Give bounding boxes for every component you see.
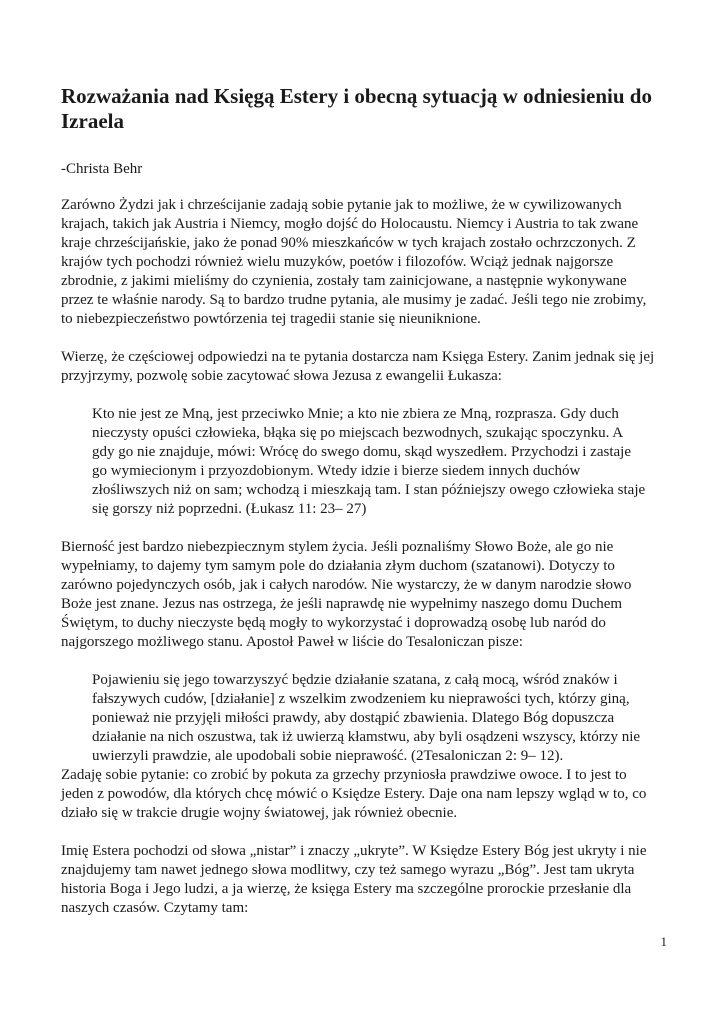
paragraph-passivity: Bierność jest bardzo niebezpiecznym stylem życia. Jeśli poznaliśmy Słowo Boże, ale go nie wypełniamy, to dajemy tym samym pole do działania złym duchom (szatanowi). Dotyczy to zarówno pojedynczych osób, jak i całych narodów. Nie wystarczy, że w danym narodzie słowo Boże jest znane. Jezus nas ostrzega, że jeśli naprawdę nie wypełnimy naszego domu Duchem Świętym, to duchy nieczyste będą mogły to wykorzystać i doprowadzą osobę lub naród do najgorszego możliwego stanu. Apostoł Paweł w liście do Tesaloniczan pisze:: [61, 539, 632, 650]
paragraph-esther-answer: Wierzę, że częściowej odpowiedzi na te pytania dostarcza nam Księga Estery. Zanim jednak się jej przyjrzymy, pozwolę sobie zacytować słowa Jezusa z ewangelii Łukasza:: [61, 349, 655, 384]
author-line: -Christa Behr: [61, 161, 143, 177]
quote-luke: Kto nie jest ze Mną, jest przeciwko Mnie; a kto nie zbiera ze Mną, rozprasza. Gdy duch nieczysty opuści człowieka, błąka się po miejscach bezwodnych, szukając spoczynku. A gdy go nie znajduje, mówi: Wrócę do swego domu, skąd wyszedłem. Przychodzi i zastaje go wymiecionym i przyozdobionym. Wtedy idzie i bierze siedem innych duchów złośliwszych niż on sam; wchodzą i mieszkają tam. I stan późniejszy owego człowieka staje się gorszy niż poprzedni. (Łukasz 11: 23– 27): [92, 406, 646, 517]
document-title: Rozważania nad Księgą Estery i obecną sytuacją w odniesieniu do Izraela: [61, 84, 652, 133]
paragraph-question: Zadaję sobie pytanie: co zrobić by pokuta za grzechy przyniosła prawdziwe owoce. I to jest to jeden z powodów, dla których chcę mówić o Księdze Estery. Daje ona nam lepszy wgląd w to, co działo się w trakcie drugie wojny światowej, jak również obecnie.: [61, 767, 647, 821]
document-page: [61, 84, 661, 918]
page-number: 1: [660, 934, 667, 949]
quote-thessalonians: Pojawieniu się jego towarzyszyć będzie działanie szatana, z całą mocą, wśród znaków i fałszywych cudów, [działanie] z wszelkim zwodzeniem ku nieprawości tych, którzy giną, ponieważ nie przyjęli miłości prawdy, aby dostąpić zbawienia. Dlatego Bóg dopuszcza działanie na nich oszustwa, tak iż uwierzą kłamstwu, aby byli osądzeni wszyscy, którzy nie uwierzyli prawdzie, ale upodobali sobie nieprawość. (2Tesaloniczan 2: 9– 12).: [92, 672, 641, 764]
paragraph-intro: Zarówno Żydzi jak i chrześcijanie zadają sobie pytanie jak to możliwe, że w cywilizowanych krajach, takich jak Austria i Niemcy, mogło dojść do Holocaustu. Niemcy i Austria to tak zwane kraje chrześcijańskie, jako że ponad 90% mieszkańców w tych krajach zostało ochrzczonych. Z krajów tych pochodzi również wielu muzyków, poetów i filozofów. Wciąż jednak najgorsze zbrodnie, z jakimi mieliśmy do czynienia, zostały tam zainicjowane, a następnie wykonywane przez te właśnie narody. Są to bardzo trudne pytania, ale musimy je zadać. Jeśli tego nie zrobimy, to niebezpieczeństwo powtórzenia tej tragedii stanie się nieuniknione.: [61, 197, 647, 327]
paragraph-name-esther: Imię Estera pochodzi od słowa „nistar” i znaczy „ukryte”. W Księdze Estery Bóg jest ukryty i nie znajdujemy tam nawet jednego słowa modlitwy, czy też samego wyrazu „Bóg”. Jest tam ukryta historia Boga i Jego ludzi, a ja wierzę, że księga Estery ma szczególne prorockie przesłanie dla naszych czasów. Czytamy tam:: [61, 843, 647, 916]
